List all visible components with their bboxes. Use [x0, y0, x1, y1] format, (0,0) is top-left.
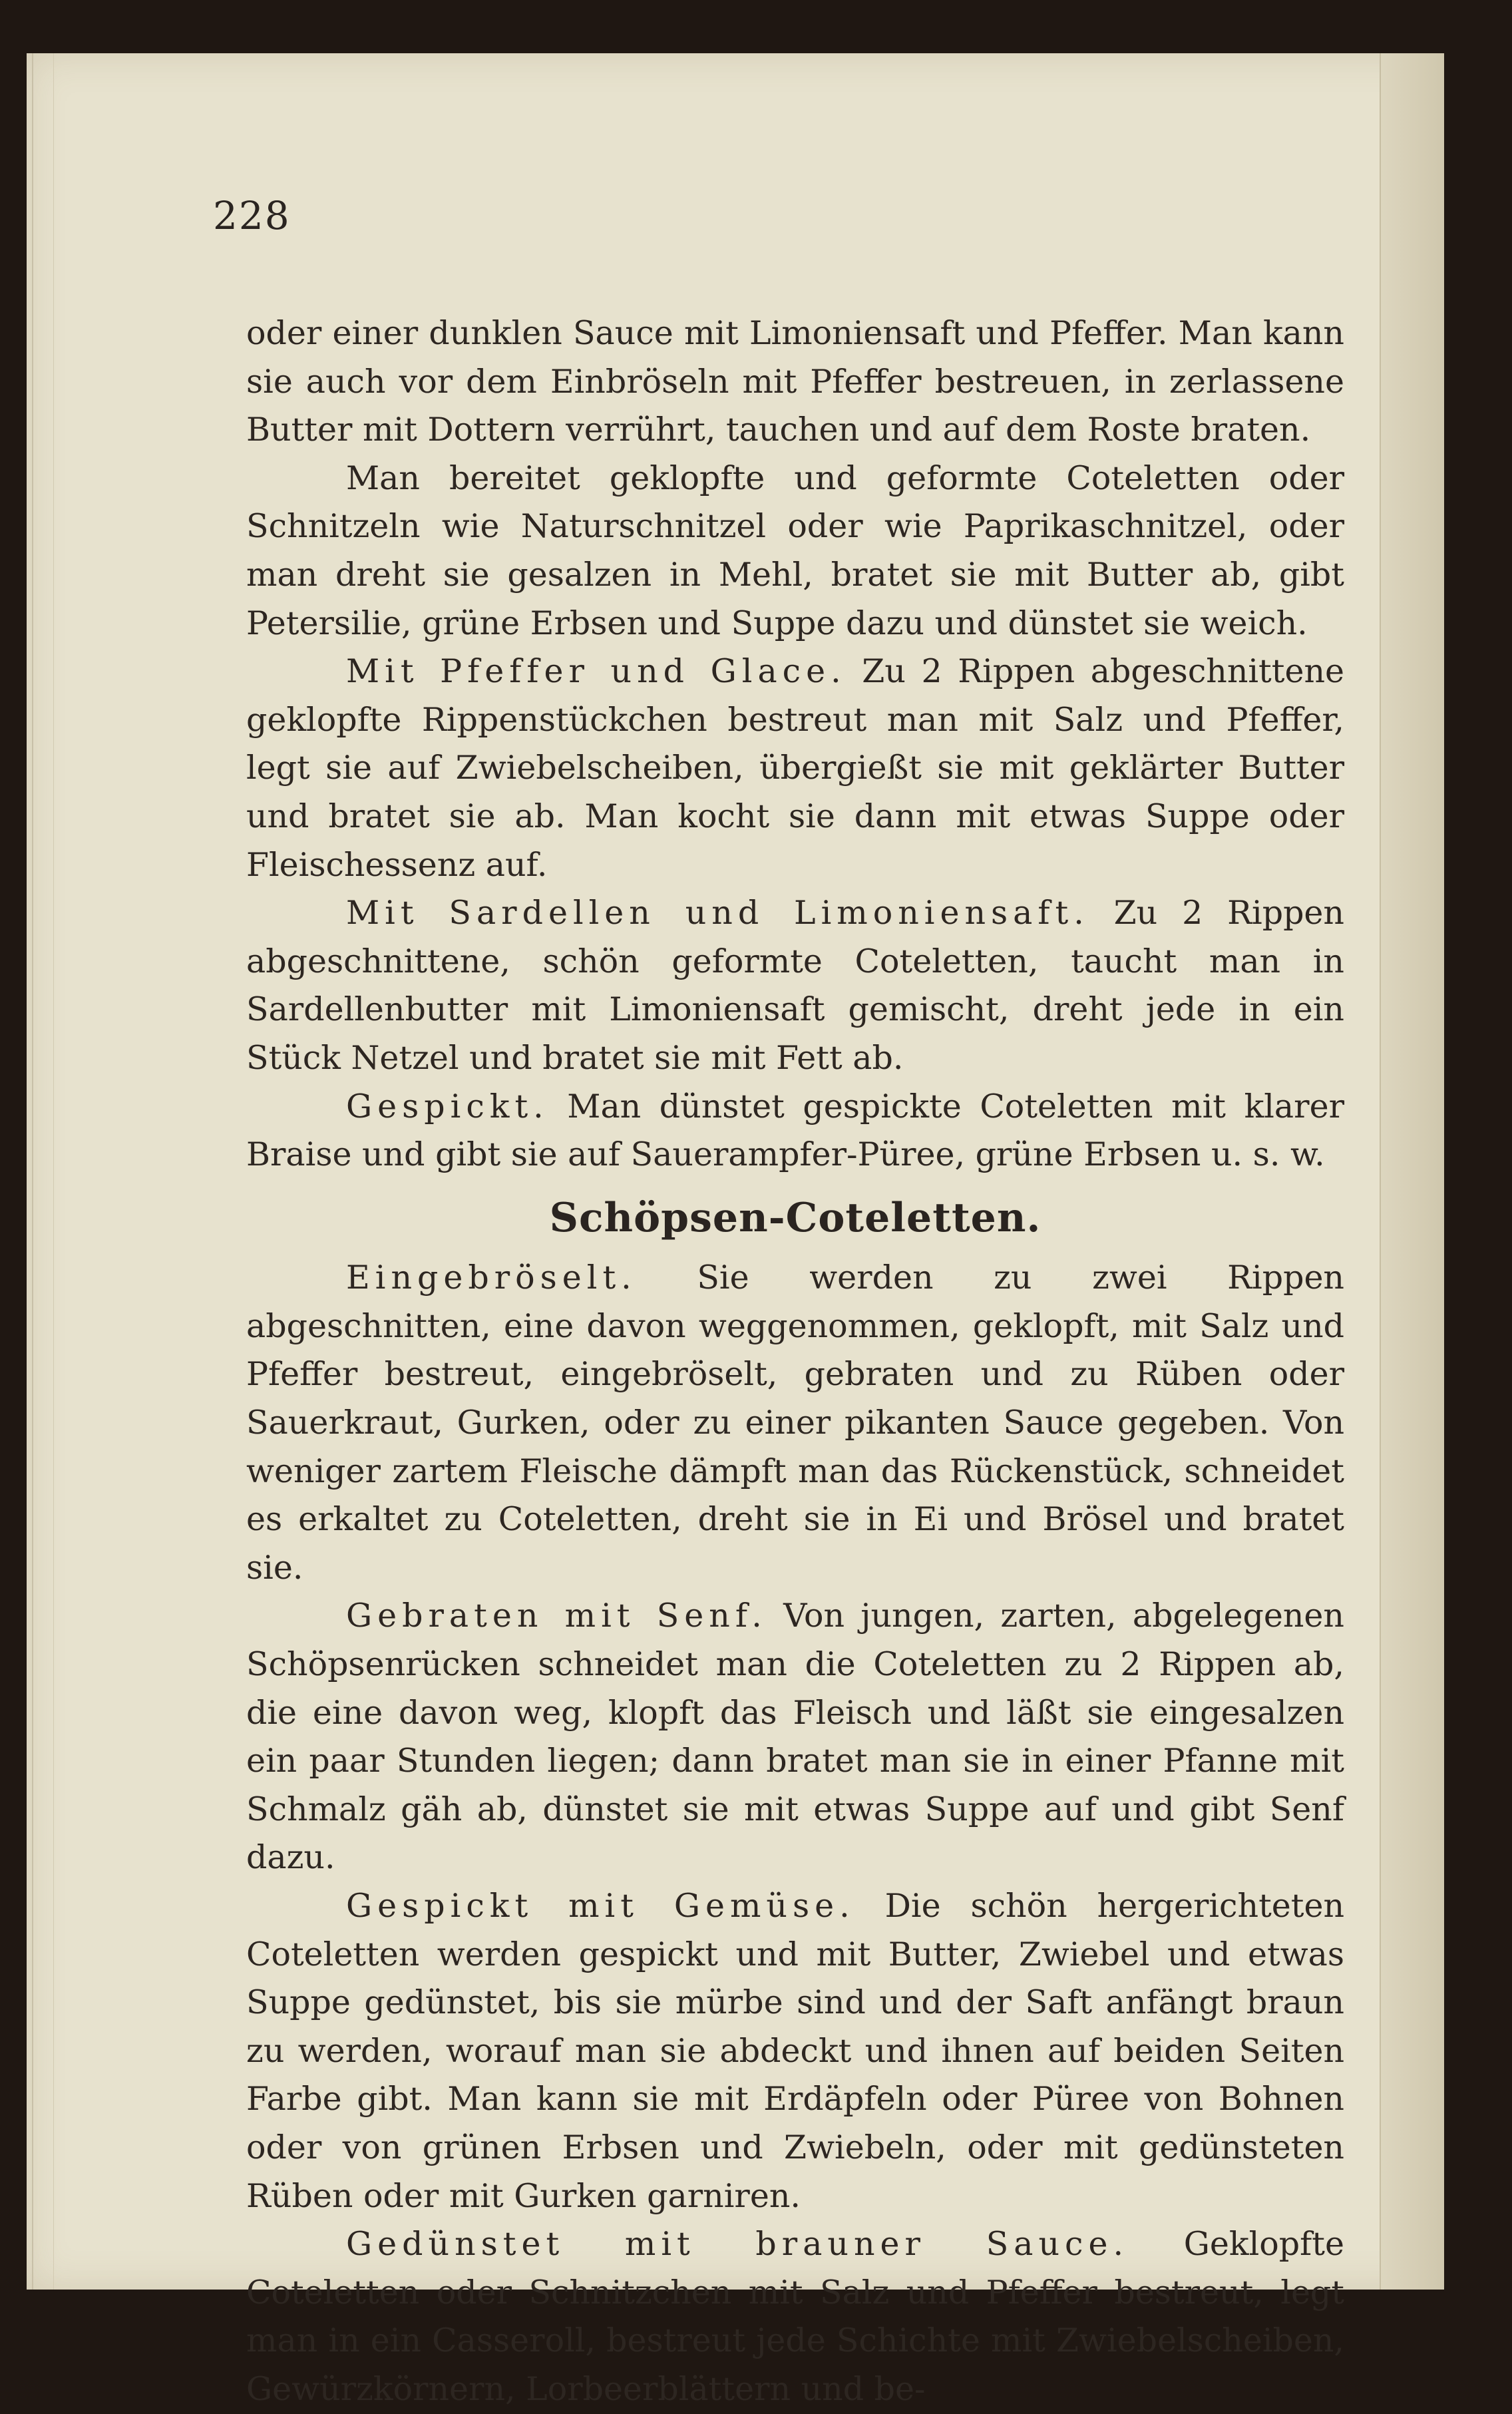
paragraph — [246, 889, 1344, 1082]
paragraph-text: Man bereitet geklopfte und geformte Coteletten oder Schnitzeln wie Naturschnitzel oder wie Paprikaschnitzel, oder man dreht sie gesalzen in Mehl, bratet sie mit Butter ab, gibt Petersilie, grüne Erbsen und Suppe dazu und dünstet sie weich. — [246, 459, 1344, 642]
paragraph — [246, 309, 1344, 455]
paragraph-lead: Eingebröselt. — [346, 1259, 637, 1297]
paragraph — [246, 1592, 1344, 1882]
paragraph-text: Zu 2 Rippen abgeschnittene, schön geformte Coteletten, taucht man in Sardellenbutter mit Limoniensaft gemischt, dreht jede in ein Stück Netzel und bratet sie mit Fett ab. — [246, 894, 1344, 1077]
page-edge — [1380, 53, 1444, 2290]
paragraph — [246, 455, 1344, 648]
paragraph-lead: Mit Sardellen und Limoniensaft. — [346, 894, 1089, 932]
paragraph — [246, 648, 1344, 889]
paragraph-text: Zu 2 Rippen abgeschnittene geklopfte Rippenstückchen bestreut man mit Salz und Pfeffer, legt sie auf Zwiebelscheiben, übergießt sie mit geklärter Butter und bratet sie ab. Man kocht sie dann mit etwas Suppe oder Fleischessenz auf. — [246, 652, 1344, 884]
paragraph — [246, 1254, 1344, 1592]
paragraph — [246, 1882, 1344, 2220]
book-page — [27, 53, 1444, 2408]
section-title: Schöpsen-Coteletten. — [549, 1194, 1041, 1241]
paragraph-lead: Gebraten mit Senf. — [346, 1597, 767, 1635]
page-number: 228 — [213, 193, 291, 238]
paragraph-lead: Gedünstet mit brauner Sauce. — [346, 2225, 1129, 2264]
paragraph — [246, 1083, 1344, 1179]
paragraph-text: Geklopfte Coteletten oder Schnitzchen mit Salz und Pfeffer bestreut, legt man in ein Casseroll, bestreut jede Schichte mit Zwiebelscheiben, Gewürzkörnern, Lorbeerblättern und be- — [246, 2225, 1344, 2408]
paragraph — [246, 2220, 1344, 2413]
paragraph-lead: Gespickt. — [346, 1087, 549, 1125]
paragraph-lead: Gespickt mit Gemüse. — [346, 1887, 855, 1925]
paragraph-text: oder einer dunklen Sauce mit Limoniensaft und Pfeffer. Man kann sie auch vor dem Einbröseln mit Pfeffer bestreuen, in zerlassene Butter mit Dottern verrührt, tauchen und auf dem Roste braten. — [246, 314, 1344, 449]
paragraph-text: Die schön hergerichteten Coteletten werden gespickt und mit Butter, Zwiebel und etwas Suppe gedünstet, bis sie mürbe sind und der Saft anfängt braun zu werden, worauf man sie abdeckt und ihnen auf beiden Seiten Farbe gibt. Man kann sie mit Erdäpfeln oder Püree von Bohnen oder von grünen Erbsen und Zwiebeln, oder mit gedünsteten Rüben oder mit Gurken garniren. — [246, 1887, 1344, 2215]
paragraph-text: Man dünstet gespickte Coteletten mit klarer Braise und gibt sie auf Sauerampfer-Püree, grüne Erbsen u. s. w. — [246, 1087, 1344, 1174]
paragraph-lead: Mit Pfeffer und Glace. — [346, 652, 847, 691]
paragraph-text: Von jungen, zarten, abgelegenen Schöpsenrücken schneidet man die Coteletten zu 2 Rippen ab, die eine davon weg, klopft das Fleisch und läßt sie eingesalzen ein paar Stunden liegen; dann bratet man sie in einer Pfanne mit Schmalz gäh ab, dünstet sie mit etwas Suppe auf und gibt Senf dazu. — [246, 1597, 1344, 1877]
page-binding — [32, 53, 54, 2290]
text-block — [246, 309, 1344, 2414]
paragraph-text: Sie werden zu zwei Rippen abgeschnitten, eine davon weggenommen, geklopft, mit Salz und Pfeffer bestreut, eingebröselt, gebraten und zu Rüben oder Sauerkraut, Gurken, oder zu einer pikanten Sauce gegeben. Von weniger zartem Fleische dämpft man das Rückenstück, schneidet es erkaltet zu Coteletten, dreht sie in Ei und Brösel und bratet sie. — [246, 1259, 1344, 1587]
